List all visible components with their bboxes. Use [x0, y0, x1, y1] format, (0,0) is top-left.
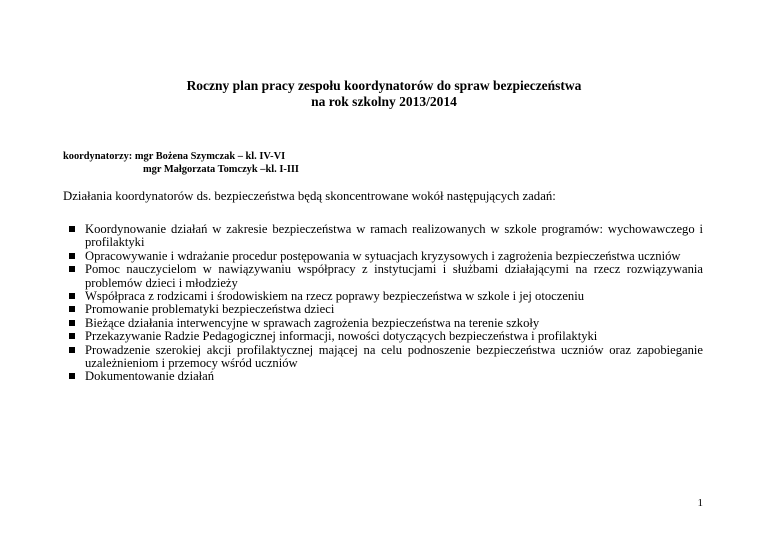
square-bullet-icon [69, 347, 75, 353]
title-line-2: na rok szkolny 2013/2014 [311, 94, 457, 109]
document-title [0, 78, 768, 110]
task-text: Opracowywanie i wdrażanie procedur postępowania w sytuacjach kryzysowych i zagrożenia bezpieczeństwa uczniów [85, 248, 681, 263]
list-item [63, 330, 703, 343]
page-number: 1 [697, 497, 703, 509]
list-item [63, 223, 703, 250]
list-item [63, 303, 703, 316]
square-bullet-icon [69, 253, 75, 259]
coordinators-block [63, 150, 299, 176]
list-item [63, 317, 703, 330]
square-bullet-icon [69, 226, 75, 232]
intro-paragraph: Działania koordynatorów ds. bezpieczeństwa będą skoncentrowane wokół następujących zadań: [63, 189, 556, 203]
task-text: Koordynowanie działań w zakresie bezpieczeństwa w ramach realizowanych w szkole programów: wychowawczego i profilaktyki [85, 222, 703, 250]
task-list [63, 223, 703, 384]
square-bullet-icon [69, 266, 75, 272]
square-bullet-icon [69, 306, 75, 312]
square-bullet-icon [69, 333, 75, 339]
task-text: Bieżące działania interwencyjne w sprawach zagrożenia bezpieczeństwa na terenie szkoły [85, 315, 540, 330]
list-item [63, 344, 703, 371]
task-text: Dokumentowanie działań [85, 369, 215, 384]
square-bullet-icon [69, 293, 75, 299]
title-line-1: Roczny plan pracy zespołu koordynatorów do spraw bezpieczeństwa [186, 78, 582, 93]
square-bullet-icon [69, 320, 75, 326]
square-bullet-icon [69, 373, 75, 379]
task-text: Przekazywanie Radzie Pedagogicznej informacji, nowości dotyczących bezpieczeństwa i profilaktyki [85, 329, 598, 344]
task-text: Pomoc nauczycielom w nawiązywaniu współpracy z instytucjami i służbami działającymi na rzecz rozwiązywania problemów dzieci i młodzieży [85, 262, 703, 290]
task-text: Promowanie problematyki bezpieczeństwa dzieci [85, 302, 335, 317]
list-item [63, 370, 703, 383]
list-item [63, 250, 703, 263]
list-item [63, 263, 703, 290]
coordinator-line-1: koordynatorzy: mgr Bożena Szymczak – kl. IV-VI [63, 151, 286, 162]
coordinator-line-2: mgr Małgorzata Tomczyk –kl. I-III [143, 164, 299, 175]
list-item [63, 290, 703, 303]
task-text: Współpraca z rodzicami i środowiskiem na rzecz poprawy bezpieczeństwa w szkole i jej otoczeniu [85, 289, 584, 304]
task-text: Prowadzenie szerokiej akcji profilaktycznej mającej na celu podnoszenie bezpieczeństwa uczniów oraz zapobieganie uzależnieniom i przemocy wśród uczniów [85, 342, 703, 371]
